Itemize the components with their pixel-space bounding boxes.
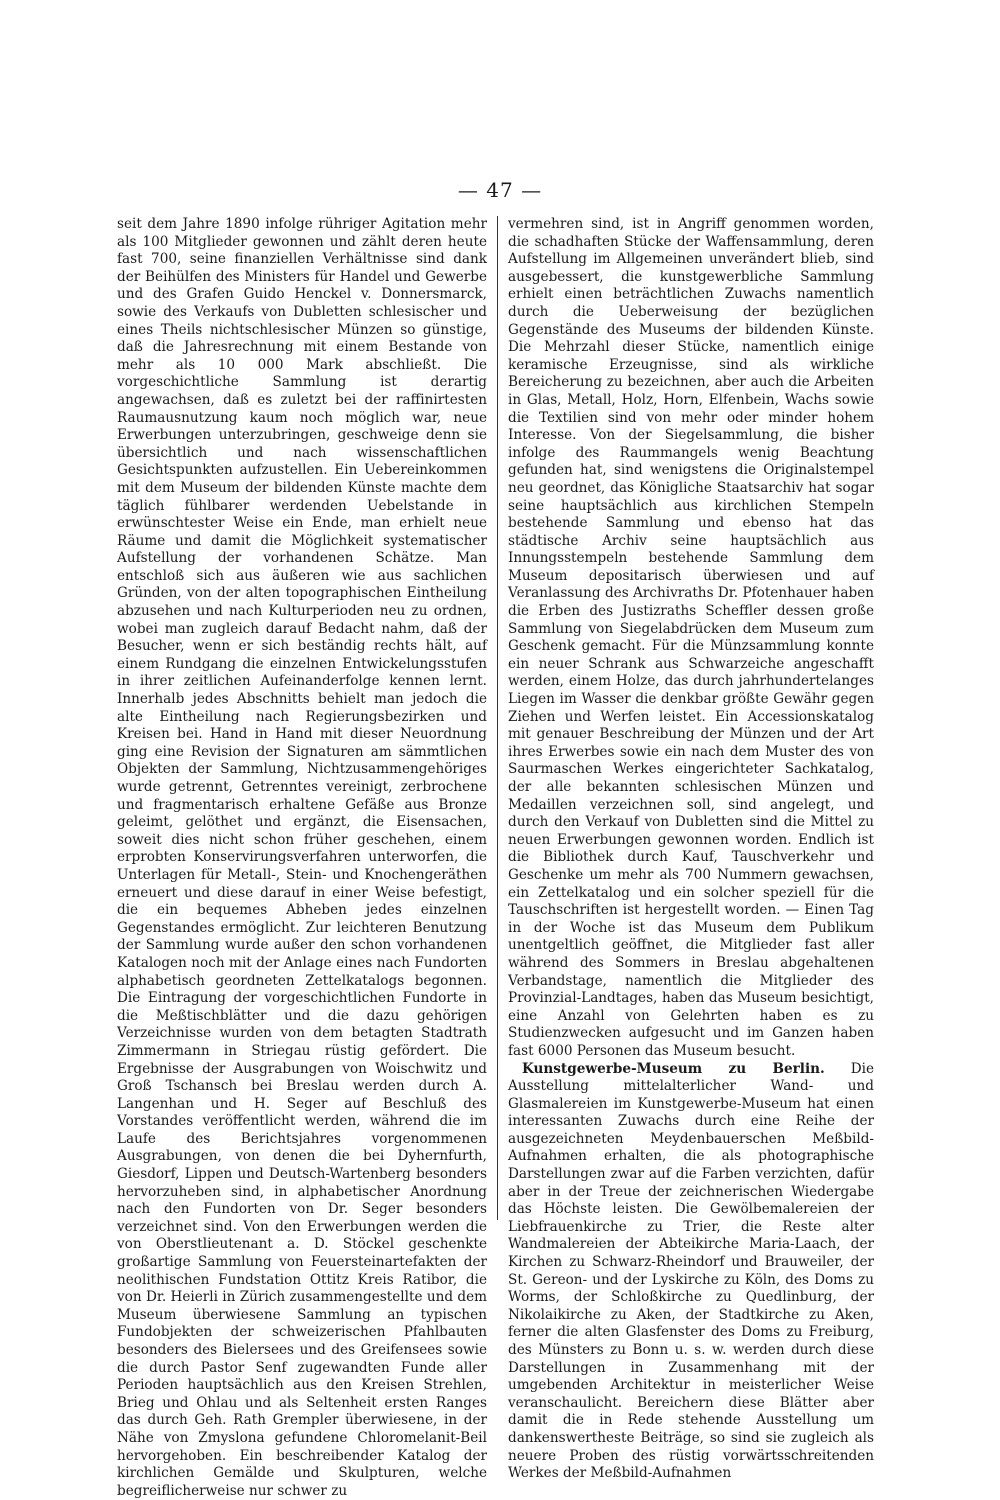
column-divider — [497, 216, 498, 1220]
paragraph-text: vermehren sind, ist in Angriff genommen worden, die schadhaften Stücke der Waffensammlung, deren Aufstellung im Allgemeinen unverändert blieb, sind ausgebessert, die kunstgewerbliche Sammlung erhielt einen beträchtlichen Zuwachs namentlich durch die Ueberweisung der bezüglichen Gegenstände des Museums der bildenden Künste. Die Mehrzahl dieser Stücke, namentlich einige keramische Erzeugnisse, sind als wirkliche Bereicherung zu bezeichnen, aber auch die Arbeiten in Glas, Metall, Holz, Horn, Elfenbein, Wachs sowie die Textilien sind von mehr oder minder hohem Interesse. Von der Siegelsammlung, die bisher infolge des Raummangels wenig Beachtung gefunden hat, sind wenigstens die Originalstempel neu geordnet, das Königliche Staatsarchiv hat sogar seine hauptsächlich aus kirchlichen Stempeln bestehende Sammlung und ebenso hat das städtische Archiv seine hauptsächlich aus Innungsstempeln bestehende Sammlung dem Museum depositarisch überwiesen und auf Veranlassung des Archivraths Dr. Pfotenhauer haben die Erben des Justizraths Scheffler dessen große Sammlung von Siegelabdrücken dem Museum zum Geschenk gemacht. Für die Münzsammlung konnte ein neuer Schrank aus Schwarzeiche angeschafft werden, einem Holze, das durch jahrhundertelanges Liegen im Wasser die denkbar größte Gewähr gegen Ziehen und Werfen leistet. Ein Accessionskatalog mit genauer Beschreibung der Münzen und der Art ihres Erwerbes sowie ein nach dem Muster des von Saurmaschen Werkes eingerichteter Sachkatalog, der alle bekannten schlesischen Münzen und Medaillen verzeichnen soll, sind angelegt, und durch den Verkauf von Dubletten sind die Mittel zu neuen Erwerbungen gewonnen worden. Endlich ist die Bibliothek durch Kauf, Tauschverkehr und Geschenke um mehr als 700 Nummern gewachsen, ein Zettelkatalog und ein solcher speziell für die Tauschschriften ist hergestellt worden. — Einen Tag in der Woche ist das Museum dem Publikum unentgeltlich geöffnet, die Mitglieder fast aller während des Sommers in Breslau abgehaltenen Verbandstage, namentlich die Mitglieder des Provinzial-Landtages, haben das Museum besichtigt, eine Anzahl von Gelehrten haben es zu Studienzwecken aufgesucht und im Ganzen haben fast 6000 Personen das Museum besucht. — [508, 216, 874, 1059]
paragraph-text: Die Ausstellung mittelalterlicher Wand- und Glasmalereien im Kunstgewerbe-Museum hat einen interessanten Zuwachs durch eine Reihe der ausgezeichneten Meydenbauerschen Meßbild-Aufnahmen erhalten, die als photographische Darstellungen zwar auf die Farben verzichten, dafür aber in der Treue der zeichnerischen Wiedergabe das Höchste leisten. Die Gewölbemalereien der Liebfrauenkirche zu Trier, die Reste alter Wandmalereien der Abteikirche Maria-Laach, der Kirchen zu Schwarz-Rheindorf und Brauweiler, der St. Gereon- und der Lyskirche zu Köln, des Doms zu Worms, der Schloßkirche zu Quedlinburg, der Nikolaikirche zu Aken, der Stadtkirche zu Aken, ferner die alten Glasfenster des Doms zu Freiburg, des Münsters zu Bonn u. s. w. werden durch diese Darstellungen in Zusammenhang mit der umgebenden Architektur in meisterlicher Weise veranschaulicht. Bereichern diese Blätter aber damit die in Rede stehende Ausstellung um dankenswertheste Beiträge, so sind sie zugleich als neuere Proben des rüstig vorwärtsschreitenden Werkes der Meßbild-Aufnahmen — [508, 1060, 874, 1482]
page-number: — 47 — — [457, 178, 543, 202]
paragraph — [508, 1061, 874, 1483]
left-column — [117, 216, 487, 1500]
right-column — [508, 216, 874, 1483]
section-heading: Kunstgewerbe-Museum zu Berlin. — [522, 1060, 825, 1077]
paragraph: seit dem Jahre 1890 infolge rühriger Agitation mehr als 100 Mitglieder gewonnen und zählt deren heute fast 700, seine finanziellen Verhältnisse sind dank der Beihülfen des Ministers für Handel und Gewerbe und des Grafen Guido Henckel v. Donnersmarck, sowie des Verkaufs von Dubletten schlesischer und eines Theils nichtschlesischer Münzen so günstige, daß die Jahresrechnung mit einem Bestande von mehr als 10 000 Mark abschließt. Die vorgeschichtliche Sammlung ist derartig angewachsen, daß es zuletzt bei der raffinirtesten Raumausnutzung kaum noch möglich war, neue Erwerbungen unterzubringen, geschweige denn sie übersichtlich und nach wissenschaftlichen Gesichtspunkten aufzustellen. Ein Uebereinkommen mit dem Museum der bildenden Künste machte dem täglich fühlbarer werdenden Uebelstande in erwünschtester Weise ein Ende, man erhielt neue Räume und damit die Möglichkeit systematischer Aufstellung der vorhandenen Schätze. Man entschloß sich aus äußeren wie aus sachlichen Gründen, von der alten topographischen Eintheilung abzusehen und nach Kulturperioden neu zu ordnen, wobei man zugleich darauf Bedacht nahm, daß der Besucher, wenn er sich beständig rechts hält, auf einem Rundgang die einzelnen Entwickelungsstufen in ihrer zeitlichen Aufeinanderfolge kennen lernt. Innerhalb jedes Abschnitts behielt man jedoch die alte Eintheilung nach Regierungsbezirken und Kreisen bei. Hand in Hand mit dieser Neuordnung ging eine Revision der Signaturen am sämmtlichen Objekten der Sammlung, Nichtzusammengehöriges wurde getrennt, Getrenntes vereinigt, zerbrochene und fragmentarisch erhaltene Gefäße aus Bronze geleimt, gelöthet und ergänzt, die Eisensachen, soweit dies nicht schon früher geschehen, einem erprobten Konservirungsverfahren unterworfen, die Unterlagen für Metall-, Stein- und Knochengeräthen erneuert und diese darauf in einer Weise befestigt, die ein bequemes Abheben jedes einzelnen Gegenstandes ermöglicht. Zur leichteren Benutzung der Sammlung wurde außer den schon vorhandenen Katalogen noch mit der Anlage eines nach Fundorten alphabetisch geordneten Zettelkatalogs begonnen. Die Eintragung der vorgeschichtlichen Fundorte in die Meßtischblätter und die dazu gehörigen Verzeichnisse wurden von dem betagten Stadtrath Zimmermann in Striegau rüstig gefördert. Die Ergebnisse der Ausgrabungen von Woischwitz und Groß Tschansch bei Breslau werden durch A. Langenhan und H. Seger auf Beschluß des Vorstandes veröffentlicht werden, während die im Laufe des Berichtsjahres vorgenommenen Ausgrabungen, von denen die bei Dyhernfurth, Giesdorf, Lippen und Deutsch-Wartenberg besonders hervorzuheben sind, in alphabetischer Anordnung nach den Fundorten von Dr. Seger besonders verzeichnet sind. Von den Erwerbungen werden die von Oberstlieutenant a. D. Stöckel geschenkte großartige Sammlung von Feuersteinartefakten der neolithischen Fundstation Ottitz Kreis Ratibor, die von Dr. Heierli in Zürich zusammengestellte und dem Museum überwiesene Sammlung an typischen Fundobjekten der schweizerischen Pfahlbauten besonders des Bielersees und des Greifensees sowie die durch Pastor Senf zugewandten Funde aller Perioden hauptsächlich aus den Kreisen Strehlen, Brieg und Ohlau und als Seltenheit ersten Ranges das durch Geh. Rath Grempler überwiesene, in der Nähe von Zmyslona gefundene Chloromelanit-Beil hervorgehoben. Ein beschreibender Katalog der kirchlichen Gemälde und Skulpturen, welche begreiflicherweise nur schwer zu — [117, 216, 487, 1499]
paragraph — [508, 216, 874, 1061]
